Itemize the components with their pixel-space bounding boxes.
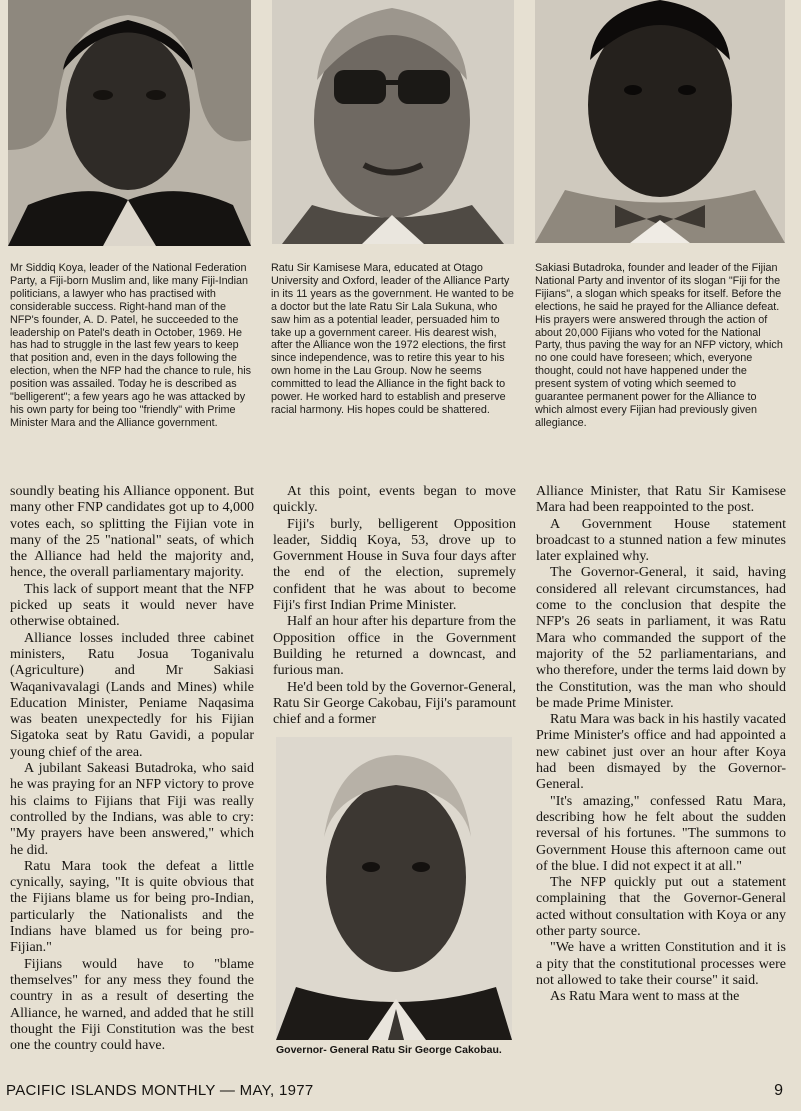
paragraph: Ratu Mara took the defeat a little cynically, saying, "It is quite obvious that the Fijians blame us for being pro-Indian, particularly the Nationalists and the Indians have blamed us for being pro-Fijian." [10, 858, 254, 956]
paragraph: Alliance Minister, that Ratu Sir Kamisese Mara had been reappointed to the post. [536, 484, 786, 516]
paragraph: The NFP quickly put out a statement complaining that the Governor-General acted without consultation with Koya or any other party source. [536, 875, 786, 940]
caption-koya-text: Mr Siddiq Koya, leader of the National Federation Party, a Fiji-born Muslim and, like many Fiji-Indian politicians, a lawyer who has practised with considerable success. Right-hand man of the NFP's founder, A. D. Patel, he succeeded to the leadership on Patel's death in October, 1969. He has had to struggle in the last few years to keep that position and, even in the days following the election, when the NFP had the chance to rule, his position was assailed. Today he is described as "belligerent"; a few years ago he was attacked by his own party for being too "friendly" with Prime Minister Mara and the Alliance government. [10, 262, 252, 429]
caption-butadroka-text: Sakiasi Butadroka, founder and leader of the Fijian National Party and inventor of its slogan "Fiji for the Fijians", a slogan which speaks for itself. Before the elections, he said he prayed for the Alliance defeat. His prayers were answered through the action of about 20,000 Fijians who voted for the National Party, thus paving the way for an NFP victory, which no one could have foreseen; which, everyone thought, could not have happened under the present system of voting which seemed to guarantee permanent power for the Alliance to which almost every Fijian had previously given allegiance. [535, 262, 783, 429]
paragraph: At this point, events began to move quickly. [273, 484, 516, 516]
caption-mara-text: Ratu Sir Kamisese Mara, educated at Otago University and Oxford, leader of the Alliance Party in its 11 years as the government. He wanted to be a doctor but the late Ratu Sir Lala Sukuna, who saw him as a potential leader, persuaded him to take up a government career. His dearest wish, after the Alliance won the 1972 elections, the first since independence, was to retire this year to his own home in the Lau Group. Now he seems committed to lead the Alliance in the fight back to power. He worked hard to establish and preserve racial harmony. His hopes could be shattered. [271, 262, 514, 416]
paragraph: Fiji's burly, belligerent Opposition leader, Siddiq Koya, 53, drove up to Government House in Suva four days after the end of the election, supremely confident that he was about to become Fiji's first Indian Prime Minister. [273, 516, 516, 614]
paragraph: He'd been told by the Governor-General, Ratu Sir George Cakobau, Fiji's paramount chief and a former [273, 679, 516, 728]
caption-cakobau: Governor- General Ratu Sir George Cakobau. [276, 1044, 502, 1056]
paragraph: As Ratu Mara went to mass at the [550, 989, 740, 1005]
paragraph: A jubilant Sakeasi Butadroka, who said he was praying for an NFP victory to prove his claims to Fijians that Fiji was really controlled by the Indians, was able to cry: "My prayers have been answered," which he did. [10, 761, 254, 858]
photo-cakobau [276, 737, 512, 1040]
photo-butadroka [535, 0, 785, 243]
paragraph: Alliance losses included three cabinet ministers, Ratu Josua Toganivalu (Agriculture) and Mr Sakiasi Waqanivavalagi (Lands and Mines) while Education Minister, Peniame Naqasima was beaten unexpectedly for his Fijian Sigatoka seat by Ratu Gavidi, a popular young chief of the area. [10, 630, 254, 760]
paragraph: Half an hour after his departure from the Opposition office in the Government Building he returned a downcast, and furious man. [273, 614, 516, 679]
caption-butadroka [535, 262, 783, 430]
paragraph: A Government House statement broadcast to a stunned nation a few minutes later explained why. [536, 516, 786, 565]
paragraph: Ratu Mara was back in his hastily vacated Prime Minister's office and had appointed a new cabinet just over an hour after Koya had been dismayed by the Governor-General. [536, 712, 786, 793]
paragraph: Fijians would have to "blame themselves" for any mess they found the country in as a result of deserting the Alliance, he warned, and added that he still thought the Fiji Constitution was the best one the country could have. [10, 956, 254, 1054]
caption-koya [10, 262, 252, 430]
paragraph: "It's amazing," confessed Ratu Mara, describing how he felt about the sudden reversal of his fortunes. "The summons to Government House this afternoon came out of the blue. I did not expect it at all." [536, 793, 786, 874]
article-column-right [536, 484, 786, 1006]
article-column-middle [273, 484, 516, 728]
photo-mara [272, 0, 514, 244]
article-column-left [10, 484, 254, 1054]
publication-footer: PACIFIC ISLANDS MONTHLY — MAY, 1977 [6, 1082, 314, 1099]
paragraph: "We have a written Constitution and it is a pity that the constitutional processes were not allowed to take their course" it said. [536, 940, 786, 988]
page-number: 9 [774, 1082, 783, 1099]
photo-koya [8, 0, 251, 246]
caption-mara [271, 262, 516, 417]
paragraph: soundly beating his Alliance opponent. But many other FNP candidates got up to 4,000 votes each, so splitting the Fijian vote in many of the 25 "national" seats, of which the Alliance had held the majority and, hence, the overall parliamentary majority. [10, 484, 254, 581]
paragraph: This lack of support meant that the NFP picked up seats it would never have otherwise obtained. [10, 581, 254, 630]
paragraph: The Governor-General, it said, having considered all relevant circumstances, had come to the conclusion that despite the NFP's 26 seats in parliament, it was Ratu Mara who commanded the support of the majority of the 52 parliamentarians, and who therefore, under the terms laid down by the Constitution, was the man who should be made Prime Minister. [536, 565, 786, 711]
